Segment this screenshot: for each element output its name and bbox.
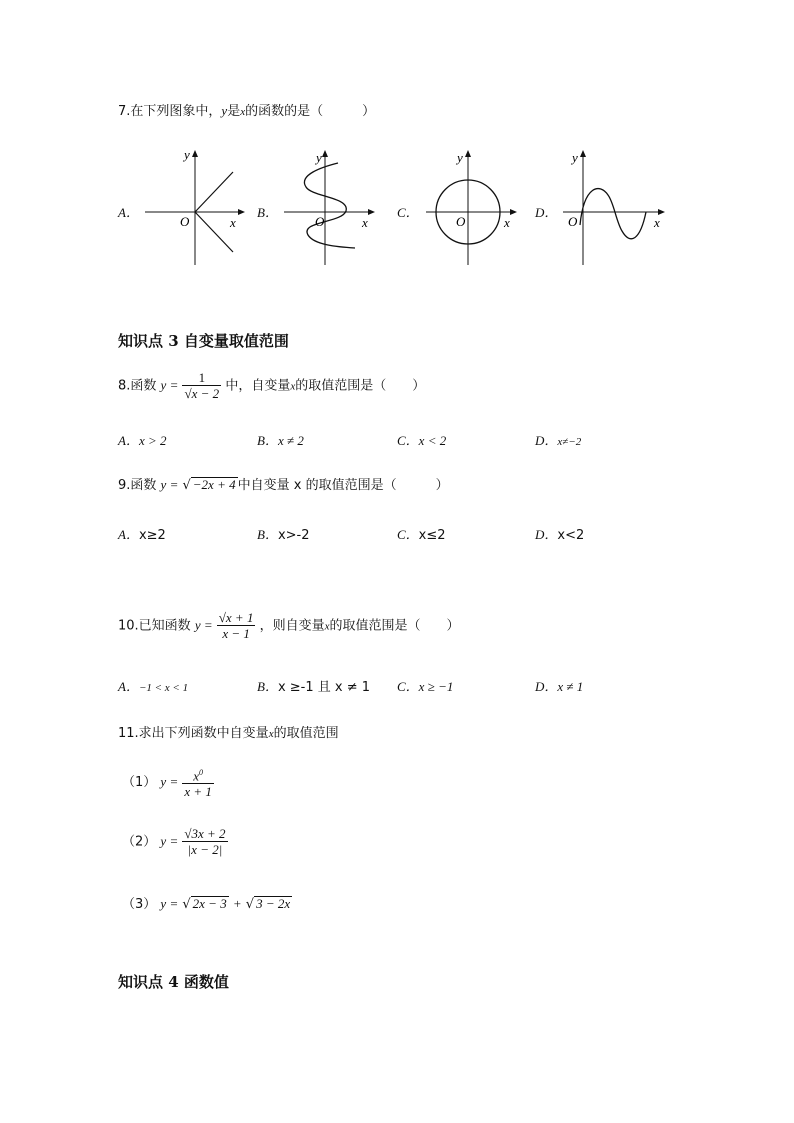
q11-part-2: （2） y = $\frac{√3x + 2}{|x - 2|}$ [122, 826, 226, 857]
q8-fraction: $\frac{1}{√x - 2}$ [184, 370, 220, 401]
sine-curve [580, 189, 646, 239]
sqrt-symbol: √ [245, 897, 255, 912]
q7-option-b-label: B． [257, 205, 278, 220]
q9-option-b[interactable]: B．x>-2 [257, 527, 310, 543]
x-arrow [510, 209, 517, 215]
q7-graph-b [280, 145, 380, 270]
s-curve [304, 163, 355, 248]
y-arrow [465, 150, 471, 157]
origin-label: O [568, 214, 578, 229]
y-arrow [322, 150, 328, 157]
q9-stem: 9.函数 y = √ −2x + 4 中自变量 x 的取值范围是（ ） [118, 477, 449, 493]
sqrt-symbol: √ [184, 386, 192, 401]
sqrt-symbol: √ [182, 478, 191, 493]
q10-option-b[interactable]: B．x ≥-1 且 x ≠ 1 [257, 679, 371, 695]
q11-part-3: （3） y = √ 2x − 3 + √ 3 − 2x [122, 896, 291, 912]
origin-label: O [456, 214, 466, 229]
x-axis-label: x [654, 215, 660, 230]
q10-option-c[interactable]: C．x ≥ −1 [397, 679, 454, 694]
x-axis-label: x [230, 215, 236, 230]
y-axis-label: y [316, 150, 322, 165]
q7-option-c-label: C． [397, 205, 419, 220]
y-arrow [580, 150, 586, 157]
q11-2-fraction: $\frac{√3x + 2}{|x - 2|}$ [184, 826, 226, 857]
x-arrow [368, 209, 375, 215]
y-axis-label: y [572, 150, 578, 165]
graph-line-down [195, 212, 233, 252]
origin-label: O [315, 214, 325, 229]
y-axis-label: y [457, 150, 463, 165]
q9-option-a[interactable]: A．x≥2 [118, 527, 166, 543]
section-3-heading: 知识点 3 自变量取值范围 [118, 332, 289, 350]
q11-stem: 11.求出下列函数中自变量x的取值范围 [118, 726, 339, 741]
y-axis-label: y [184, 147, 190, 162]
q10-fraction: $\frac{√x + 1}{x - 1}$ [218, 610, 254, 641]
q11-part-1: （1） y = $\frac{x^0}{x + 1}$ [122, 765, 214, 800]
q8-option-d[interactable]: D．x≠−2 [535, 433, 582, 448]
origin-label: O [180, 214, 190, 229]
q7-graph-d [560, 145, 670, 270]
q10-stem: 10.已知函数 y = $\frac{√x + 1}{x - 1}$ ，则自变量x的取值范围是（ ） [118, 610, 460, 641]
q10-option-a[interactable]: A．−1 < x < 1 [118, 679, 189, 694]
q9-option-c[interactable]: C．x≤2 [397, 527, 446, 543]
x-axis-label: x [362, 215, 368, 230]
y-arrow [192, 150, 198, 157]
x-arrow [238, 209, 245, 215]
q9-option-d[interactable]: D．x<2 [535, 527, 585, 543]
q8-option-a[interactable]: A．x > 2 [118, 433, 167, 448]
sqrt-symbol: √ [218, 610, 226, 625]
q8-option-b[interactable]: B．x ≠ 2 [257, 433, 304, 448]
q7-option-d-label: D． [535, 205, 558, 220]
q8-option-c[interactable]: C．x < 2 [397, 433, 447, 448]
q8-stem: 8.函数 y = $\frac{1}{√x - 2}$ 中，自变量x的取值范围是（ ） [118, 370, 426, 401]
q7-graph-c [422, 145, 522, 270]
section-4-heading: 知识点 4 函数值 [118, 973, 229, 991]
x-axis-label: x [504, 215, 510, 230]
q10-option-d[interactable]: D．x ≠ 1 [535, 679, 584, 694]
sqrt-symbol: √ [182, 897, 191, 912]
q7-stem: 7.在下列图象中，y是x的函数的是（ ） [118, 103, 376, 119]
graph-line-up [195, 172, 233, 212]
sqrt-symbol: √ [184, 826, 192, 841]
q7-option-a-label: A． [118, 205, 139, 220]
q7-graph-a [140, 145, 250, 270]
q11-1-fraction: $\frac{x^0}{x + 1}$ [184, 768, 212, 800]
